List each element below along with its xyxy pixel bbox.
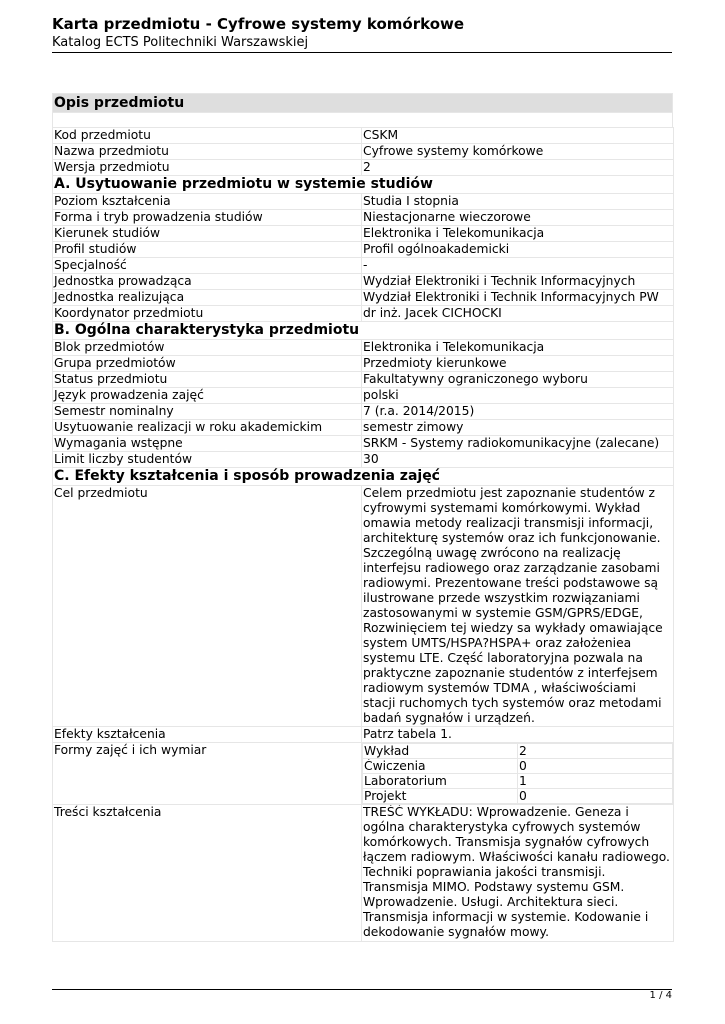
table-row xyxy=(53,306,674,322)
document-subtitle: Katalog ECTS Politechniki Warszawskiej xyxy=(52,35,309,50)
row-value: semestr zimowy xyxy=(362,420,674,436)
row-value: Elektronika i Telekomunikacja xyxy=(362,340,674,356)
row-label: Forma i tryb prowadzenia studiów xyxy=(53,210,362,226)
row-label: Nazwa przedmiotu xyxy=(53,144,362,160)
row-value: 7 (r.a. 2014/2015) xyxy=(362,404,674,420)
document-title: Karta przedmiotu - Cyfrowe systemy komórkowe xyxy=(52,15,465,33)
row-value: polski xyxy=(362,388,674,404)
table-row xyxy=(53,160,674,176)
course-card xyxy=(52,93,673,942)
row-label: Poziom kształcenia xyxy=(53,194,362,210)
row-value: SRKM - Systemy radiokomunikacyjne (zalecane) xyxy=(362,436,674,452)
section-heading-b xyxy=(53,322,674,340)
row-label: Jednostka prowadząca xyxy=(53,274,362,290)
table-row xyxy=(53,194,674,210)
row-value: Elektronika i Telekomunikacja xyxy=(362,226,674,242)
table-row xyxy=(53,274,674,290)
class-form-name: Ćwiczenia xyxy=(363,759,518,774)
table-row xyxy=(53,144,674,160)
row-label: Koordynator przedmiotu xyxy=(53,306,362,322)
row-value: CSKM xyxy=(362,128,674,144)
row-label: Semestr nominalny xyxy=(53,404,362,420)
row-value: 30 xyxy=(362,452,674,468)
class-form-hours: 0 xyxy=(518,789,673,804)
row-label: Wersja przedmiotu xyxy=(53,160,362,176)
table-row xyxy=(53,727,674,743)
row-label: Kierunek studiów xyxy=(53,226,362,242)
footer-rule xyxy=(52,989,672,990)
row-value: Patrz tabela 1. xyxy=(362,727,674,743)
table-row xyxy=(53,743,674,805)
table-row xyxy=(53,128,674,144)
table-row xyxy=(53,420,674,436)
row-value: Przedmioty kierunkowe xyxy=(362,356,674,372)
row-label: Kod przedmiotu xyxy=(53,128,362,144)
row-label: Profil studiów xyxy=(53,242,362,258)
row-value: Profil ogólnoakademicki xyxy=(362,242,674,258)
table-row xyxy=(53,486,674,727)
row-label: Specjalność xyxy=(53,258,362,274)
table-row xyxy=(53,290,674,306)
page-number: 1 / 4 xyxy=(649,990,672,1001)
row-label: Limit liczby studentów xyxy=(53,452,362,468)
class-form-name: Laboratorium xyxy=(363,774,518,789)
page-header xyxy=(52,14,672,52)
class-form-row xyxy=(363,759,673,774)
class-form-row xyxy=(363,774,673,789)
table-row xyxy=(53,210,674,226)
table-row xyxy=(53,340,674,356)
row-label: Blok przedmiotów xyxy=(53,340,362,356)
section-heading-c xyxy=(53,468,674,486)
class-forms-table xyxy=(362,743,673,804)
row-label: Efekty kształcenia xyxy=(53,727,362,743)
row-value: Studia I stopnia xyxy=(362,194,674,210)
class-form-hours: 1 xyxy=(518,774,673,789)
class-form-row xyxy=(363,789,673,804)
table-row xyxy=(53,404,674,420)
row-value: 2 xyxy=(362,160,674,176)
table-row xyxy=(53,436,674,452)
row-value: Cyfrowe systemy komórkowe xyxy=(362,144,674,160)
class-form-name: Projekt xyxy=(363,789,518,804)
row-label: Treści kształcenia xyxy=(53,805,362,942)
class-forms-cell xyxy=(362,743,674,805)
table-row xyxy=(53,226,674,242)
section-title: Opis przedmiotu xyxy=(52,93,673,113)
class-form-hours: 0 xyxy=(518,759,673,774)
course-table xyxy=(52,127,674,942)
row-label: Usytuowanie realizacji w roku akademickim xyxy=(53,420,362,436)
class-form-row xyxy=(363,744,673,759)
row-label: Jednostka realizująca xyxy=(53,290,362,306)
section-heading-a xyxy=(53,176,674,194)
row-label: Cel przedmiotu xyxy=(53,486,362,727)
row-label: Grupa przedmiotów xyxy=(53,356,362,372)
row-label: Język prowadzenia zajęć xyxy=(53,388,362,404)
row-label: Status przedmiotu xyxy=(53,372,362,388)
row-value: - xyxy=(362,258,674,274)
course-goal-text: Celem przedmiotu jest zapoznanie studentów z cyfrowymi systemami komórkowymi. Wykład omawia metody realizacji transmisji informacji, architekturę systemów oraz ich funkcjonowanie. Szczególną uwagę zwrócono na realizację interfejsu radiowego oraz zarządzanie zasobami radiowymi. Prezentowane treści podstawowe są ilustrowane przede wszystkim rozwiązaniami zastosowanymi w systemie GSM/GPRS/EDGE, Rozwinięciem tej wiedzy sa wykłady omawiające system UMTS/HSPA?HSPA+ oraz założeniea systemu LTE. Część laboratoryjna pozwala na praktyczne zapoznanie studentów z interfejsem radiowym systemów TDMA , właściwościami stacji ruchomych tych systemów oraz metodami badań sygnałów i urządzeń. xyxy=(362,486,674,727)
class-form-hours: 2 xyxy=(518,744,673,759)
section-c-title: C. Efekty kształcenia i sposób prowadzenia zajęć xyxy=(53,468,674,486)
table-row xyxy=(53,356,674,372)
spacer-row xyxy=(52,113,673,127)
table-row xyxy=(53,372,674,388)
table-row xyxy=(53,452,674,468)
class-form-name: Wykład xyxy=(363,744,518,759)
row-value: Wydział Elektroniki i Technik Informacyjnych PW xyxy=(362,290,674,306)
section-b-title: B. Ogólna charakterystyka przedmiotu xyxy=(53,322,674,340)
table-row xyxy=(53,388,674,404)
table-row xyxy=(53,805,674,942)
row-value: Wydział Elektroniki i Technik Informacyjnych xyxy=(362,274,674,290)
row-value: Fakultatywny ograniczonego wyboru xyxy=(362,372,674,388)
table-row xyxy=(53,258,674,274)
table-row xyxy=(53,242,674,258)
row-label: Formy zajęć i ich wymiar xyxy=(53,743,362,805)
row-value: Niestacjonarne wieczorowe xyxy=(362,210,674,226)
header-rule xyxy=(52,52,672,53)
course-content-text: TREŚĆ WYKŁADU: Wprowadzenie. Geneza i ogólna charakterystyka cyfrowych systemów komórkowych. Transmisja sygnałów cyfrowych łączem radiowym. Właściwości kanału radiowego. Techniki poprawiania jakości transmisji. Transmisja MIMO. Podstawy systemu GSM. Wprowadzenie. Usługi. Architektura sieci. Transmisja informacji w systemie. Kodowanie i dekodowanie sygnałów mowy. xyxy=(362,805,674,942)
row-value: dr inż. Jacek CICHOCKI xyxy=(362,306,674,322)
row-label: Wymagania wstępne xyxy=(53,436,362,452)
section-a-title: A. Usytuowanie przedmiotu w systemie studiów xyxy=(53,176,674,194)
